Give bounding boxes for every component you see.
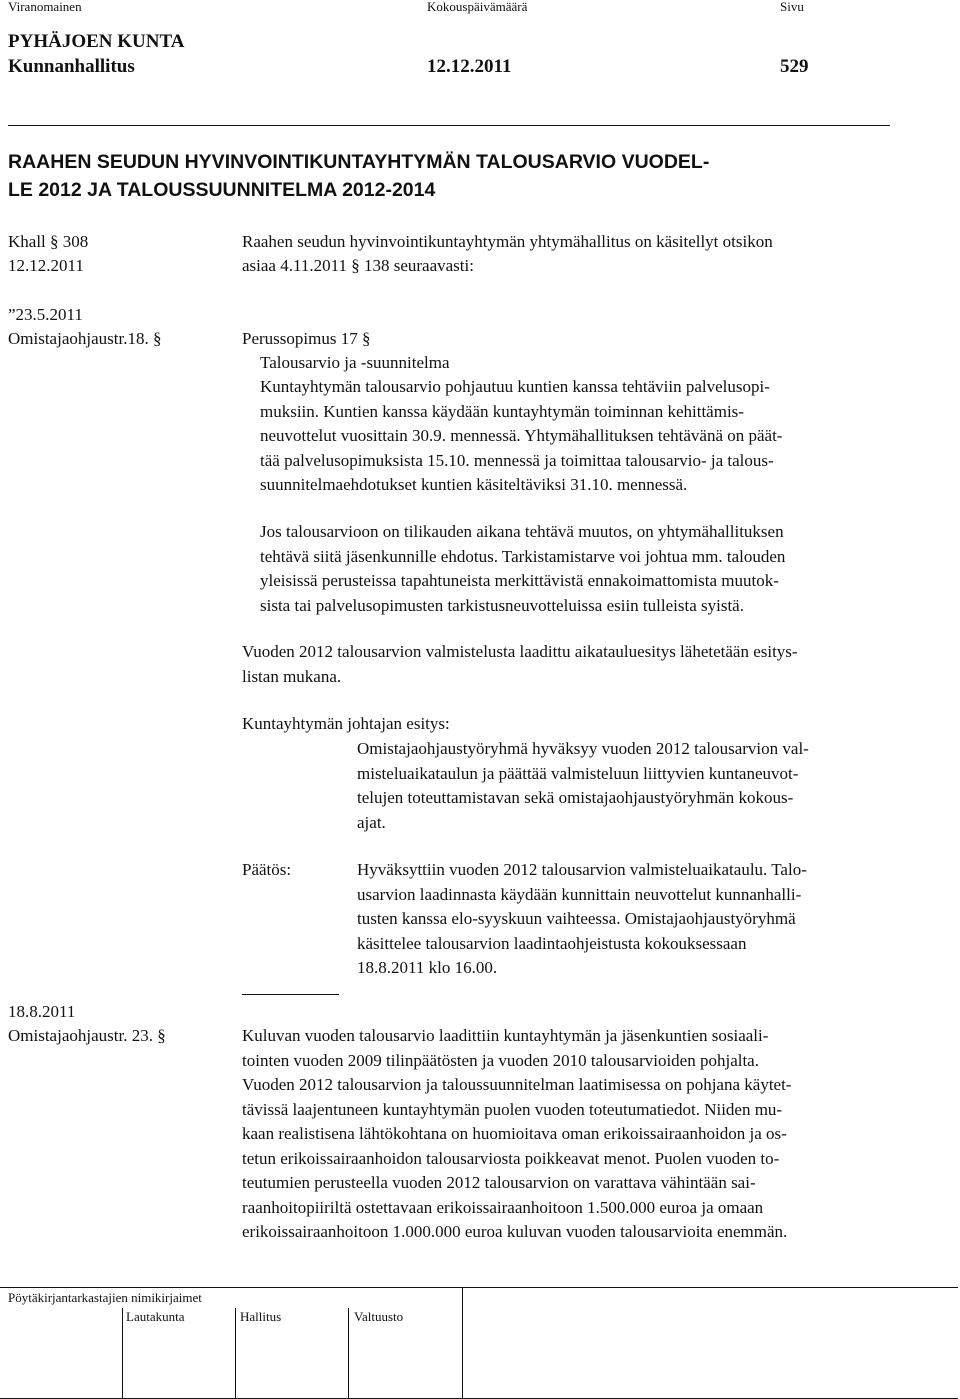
authority-name: PYHÄJOEN KUNTA xyxy=(8,31,185,52)
footer-col-valtuusto: Valtuusto xyxy=(354,1309,404,1324)
text-line: listan mukana. xyxy=(242,666,342,686)
entry3-date: 18.8.2011 xyxy=(8,1002,76,1021)
khall-date: 12.12.2011 xyxy=(8,256,84,275)
text-line: tää palvelusopimuksista 15.10. mennessä ja toimittaa talousarvio- ja talous- xyxy=(260,450,774,470)
text-line: Vuoden 2012 talousarvion ja taloussuunnitelman laatimisessa on pohjana käytet- xyxy=(242,1075,792,1094)
proposal-label: Kuntayhtymän johtajan esitys: xyxy=(242,714,450,733)
entry2-date: ”23.5.2011 xyxy=(8,305,83,324)
text-line: tehtävä siitä jäsenkunnille ehdotus. Tarkistamistarve voi johtua mm. talouden xyxy=(260,546,786,566)
header-label-date: Kokouspäivämäärä xyxy=(427,0,528,14)
entry2-paragraph-2 xyxy=(260,520,785,618)
meeting-date: 12.12.2011 xyxy=(427,56,512,77)
entry2-paragraph-1 xyxy=(260,375,782,498)
text-line: Omistajaohjaustyöryhmä hyväksyy vuoden 2012 talousarvion val- xyxy=(357,739,809,758)
entry2-paragraph-3 xyxy=(242,640,798,689)
text-line: neuvottelut vuosittain 30.9. mennessä. Yhtymähallituksen tehtävänä on päät- xyxy=(260,426,783,445)
text-line: misteluaikataulun ja päättää valmisteluun liittyvien kuntaneuvot- xyxy=(357,763,799,783)
text-line: sista tai palvelusopimusten tarkistusneuvotteluissa esiin tulleista syistä. xyxy=(260,595,744,615)
text-line: teutumien perusteella vuoden 2012 talousarvion on varattava vähintään sai- xyxy=(242,1173,756,1192)
text-line: tetun erikoissairaanhoidon talousarviosta poikkeavat menot. Puolen vuoden to- xyxy=(242,1148,780,1168)
footer-initials-label: Pöytäkirjantarkastajien nimikirjaimet xyxy=(8,1290,202,1305)
entry1-text-line1: Raahen seudun hyvinvointikuntayhtymän yhtymähallitus on käsitellyt otsikon xyxy=(242,232,773,251)
khall-ref: Khall § 308 xyxy=(8,232,89,251)
decision-label: Päätös: xyxy=(242,860,292,879)
header-divider xyxy=(8,125,890,126)
footer-divider-3 xyxy=(348,1308,349,1398)
organ-name: Kunnanhallitus xyxy=(8,56,135,77)
footer-col-hallitus: Hallitus xyxy=(240,1309,282,1324)
text-line: Vuoden 2012 talousarvion valmistelusta laadittu aikatauluesitys lähetetään esitys- xyxy=(242,642,798,661)
entry1-text-line2: asiaa 4.11.2011 § 138 seuraavasti: xyxy=(242,256,474,275)
entry2-ref: Omistajaohjaustr.18. § xyxy=(8,329,162,348)
text-line: tusten kanssa elo-syyskuun vaihteessa. Omistajaohjaustyöryhmä xyxy=(357,909,796,928)
footer-divider-top xyxy=(462,1287,463,1308)
header-label-page: Sivu xyxy=(780,0,804,14)
header-label-authority: Viranomainen xyxy=(8,0,82,14)
text-line: käsittelee talousarvion laadintaohjeistusta kokouksessaan xyxy=(357,933,747,953)
page-number: 529 xyxy=(780,56,809,77)
document-title-line1: RAAHEN SEUDUN HYVINVOINTIKUNTAYHTYMÄN TALOUSARVIO VUODEL- xyxy=(8,151,710,173)
text-line: ajat. xyxy=(357,812,386,832)
text-line: telujen toteuttamistavan sekä omistajaohjaustyöryhmän kokous- xyxy=(357,788,794,807)
text-line: tävissä laajentuneen kuntayhtymän puolen vuoden toteutumatiedot. Niiden mu- xyxy=(242,1099,783,1119)
footer-col-lautakunta: Lautakunta xyxy=(126,1309,185,1324)
text-line: usarvion laadinnasta käydään kunnittain neuvottelut kunnanhalli- xyxy=(357,884,802,904)
text-line: Kuntayhtymän talousarvio pohjautuu kuntien kanssa tehtäviin palvelusopi- xyxy=(260,377,770,396)
proposal-text xyxy=(357,737,809,835)
text-line: raanhoitopiiriltä ostettavaan erikoissairaanhoitoon 1.500.000 euroa ja omaan xyxy=(242,1197,764,1217)
text-line: Jos talousarvioon on tilikauden aikana tehtävä muutos, on yhtymähallituksen xyxy=(260,522,784,541)
text-line: yleisissä perusteissa tapahtuneista merkittävistä ennakoimattomista muutok- xyxy=(260,571,779,590)
text-line: Hyväksyttiin vuoden 2012 talousarvion valmisteluaikataulu. Talo- xyxy=(357,860,807,879)
text-line: suunnitelmaehdotukset kuntien käsiteltäviksi 31.10. mennessä. xyxy=(260,475,688,494)
text-line: Kuluvan vuoden talousarvio laadittiin kuntayhtymän ja jäsenkuntien sosiaali- xyxy=(242,1026,769,1045)
text-line: 18.8.2011 klo 16.00. xyxy=(357,958,498,977)
text-line: kaan realistisena lähtökohtana on huomioitava oman erikoissairaanhoidon ja os- xyxy=(242,1124,787,1143)
entry3-ref: Omistajaohjaustr. 23. § xyxy=(8,1026,166,1045)
decision-divider xyxy=(242,994,339,995)
text-line: tointen vuoden 2009 tilinpäätösten ja vuoden 2010 talousarvioiden pohjalta. xyxy=(242,1050,759,1070)
entry2-heading: Perussopimus 17 § xyxy=(242,329,371,348)
footer-divider-2 xyxy=(235,1308,236,1398)
entry2-subheading: Talousarvio ja -suunnitelma xyxy=(260,353,450,372)
text-line: muksiin. Kuntien kanssa käydään kuntayhtymän toiminnan kehittämis- xyxy=(260,401,744,421)
entry3-paragraph xyxy=(242,1024,791,1245)
decision-text xyxy=(357,858,807,981)
document-title-line2: LE 2012 JA TALOUSSUUNNITELMA 2012-2014 xyxy=(8,179,436,201)
footer-divider-4 xyxy=(462,1308,463,1398)
text-line: erikoissairaanhoitoon 1.000.000 euroa kuluvan vuoden talousarvioita enemmän. xyxy=(242,1222,788,1241)
footer-divider-1 xyxy=(122,1308,123,1398)
